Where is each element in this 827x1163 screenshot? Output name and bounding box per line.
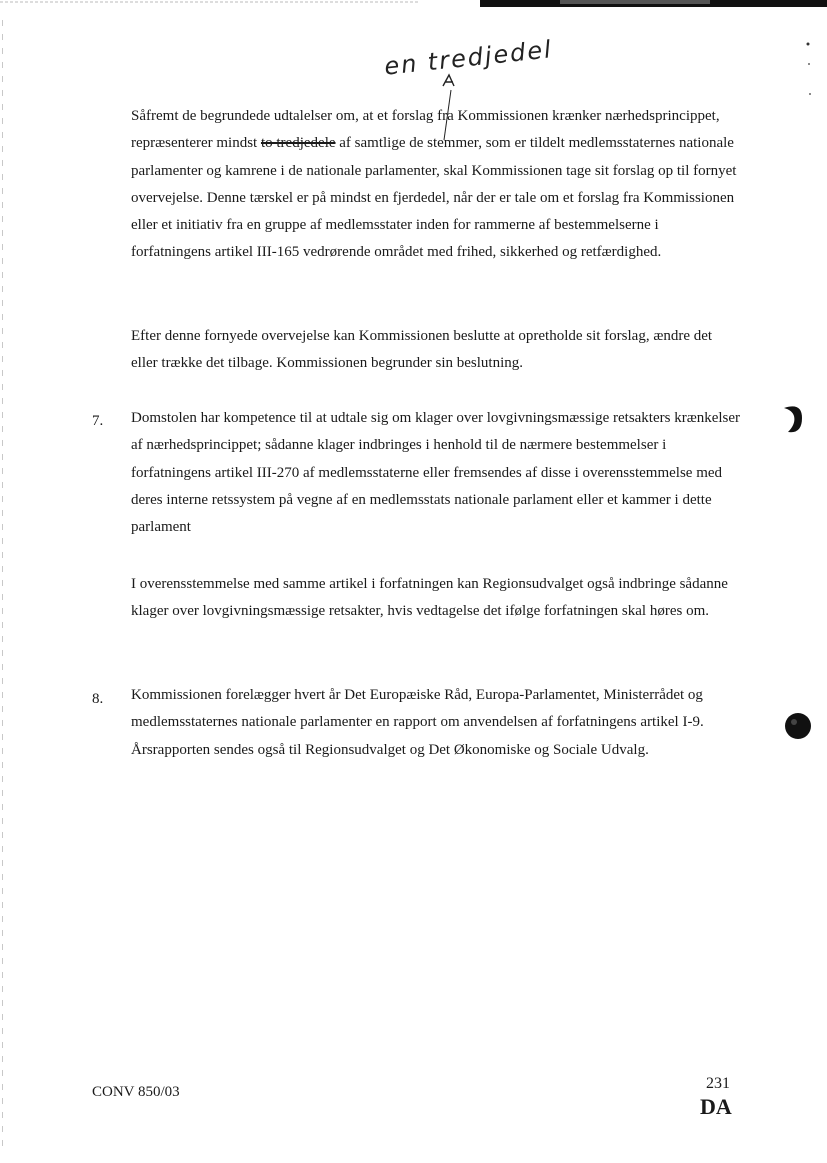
item-7-number: 7. [92,413,104,429]
item-7-text: Domstolen har kompetence til at udtale sig om klager over lovgivningsmæssige retsakters krænkelser af nærhedsprincippet; sådanne klager indbringes i henhold til de nærmere bestemmelser i forfatningens artikel III-270 af medlemsstaterne eller fremsendes af disse i overensstemmelse med deres interne retssystem på vegne af en medlemsstats nationale parlament eller et kammer i dette parlament [131,410,741,536]
punch-hole-mark-bottom [784,712,812,740]
paragraph-threshold-text [131,103,741,267]
scan-top-edge [0,0,827,10]
item-7-paragraph [131,405,741,541]
item-7-sub-text: I overensstemmelse med samme artikel i forfatningen kan Regionsudvalget også indbringe sådanne klager over lovgivningsmæssige retsakter, hvis vedtagelse det ifølge forfatningen skal høres om. [131,576,728,620]
paragraph-threshold-end: af samtlige de stemmer, som er tildelt medlemsstaternes nationale parlamenter og kamrene i de nationale parlamenter, skal Kommissionen tage sit forslag op til fornyet overvejelse. Denne tærskel er på mindst en fjerdedel, når der er tale om et forslag fra Kommissionen eller et initiativ fra en gruppe af medlemsstater inden for rammerne af bestemmelserne i forfatningens artikel III-165 vedrørende området med frihed, sikkerhed og retfærdighed. [131,135,737,261]
item-8-number: 8. [92,691,104,707]
item-7-subparagraph [131,571,741,626]
margin-specks [804,40,816,100]
struck-text: to tredjedele [260,135,336,152]
punch-hole-mark-top [780,402,806,436]
paragraph-threshold [131,103,741,267]
item-8-text: Kommissionen forelægger hvert år Det Europæiske Råd, Europa-Parlamentet, Ministerrådet og medlemsstaternes nationale parlamenter en rapport om anvendelsen af forfatningens artikel I-9. Årsrapporten sendes også til Regionsudvalget og Det Økonomiske og Sociale Udvalg. [131,687,704,758]
language-code: DA [700,1094,732,1119]
paragraph-reconsideration [131,323,741,378]
scan-left-edge [2,20,3,1150]
paragraph-threshold-start: Såfremt de begrundede udtalelser om, at et forslag fra Kommissionen krænker nærhedsprincippet, repræsenterer mindst [131,108,720,152]
document-code: CONV 850/03 [92,1084,180,1100]
paragraph-reconsideration-text: Efter denne fornyede overvejelse kan Kommissionen beslutte at opretholde sit forslag, ændre det eller trække det tilbage. Kommissionen begrunder sin beslutning. [131,328,713,372]
handwritten-annotation: en tredjedel [382,35,554,81]
item-8-paragraph [131,682,741,764]
page-number: 231 [706,1075,730,1092]
